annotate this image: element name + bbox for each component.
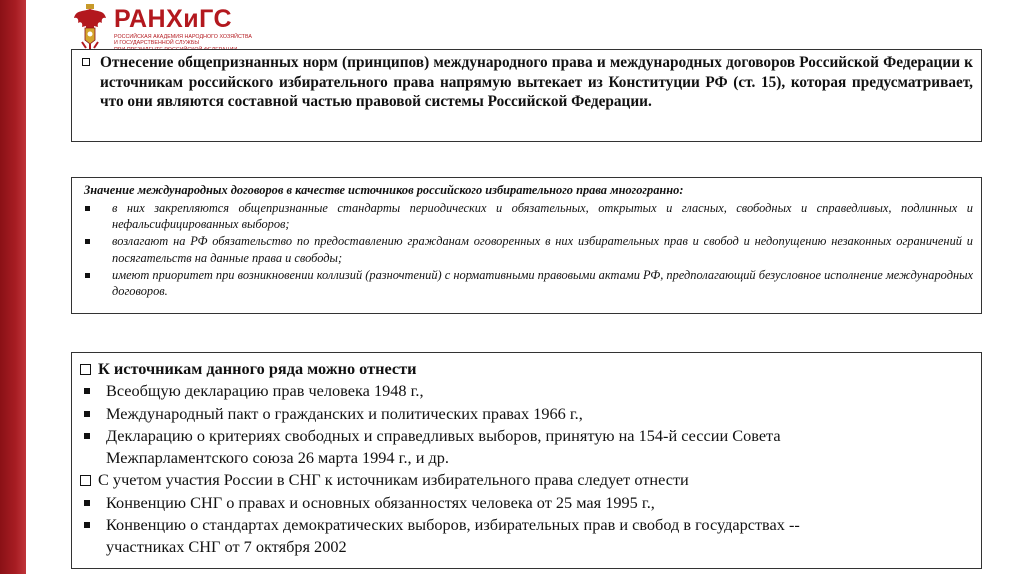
- sources-list-box: [71, 352, 982, 569]
- list-item-text: имеют приоритет при возникновении коллизий (разночтений) с нормативными правовыми актами РФ, предполагающий безусловное исполнение международных договоров.: [112, 267, 973, 299]
- square-bullet-icon: [85, 239, 90, 244]
- cis-sources-heading-text: С учетом участия России в СНГ к источникам избирательного права следует отнести: [98, 470, 689, 490]
- list-item: [78, 403, 973, 425]
- square-bullet-icon: [84, 388, 90, 394]
- treaties-significance-box: [71, 177, 982, 314]
- list-item-text: Декларацию о критериях свободных и справедливых выборов, принятую на 154-й сессии Совета: [106, 425, 781, 445]
- list-item: [84, 233, 973, 267]
- sources-heading: [78, 358, 973, 380]
- list-item-text: возлагают на РФ обязательство по предоставлению гражданам оговоренных в них избирательных прав и свобод и недопущению незаконных ограничений и посягательств на данные права и свободы;: [112, 234, 973, 265]
- list-item-text: Конвенцию о стандартах демократических выборов, избирательных прав и свобод в государствах --: [106, 515, 800, 535]
- square-bullet-icon: [84, 500, 90, 506]
- list-item-text: Международный пакт о гражданских и политических правах 1966 г.,: [106, 403, 583, 423]
- list-item: [84, 200, 973, 234]
- square-bullet-icon: [84, 522, 90, 528]
- list-item-continuation: участниках СНГ от 7 октября 2002: [106, 537, 347, 557]
- square-bullet-icon: [85, 206, 90, 211]
- constitution-note-text: Отнесение общепризнанных норм (принципов) международного права и международных договоров Российской Федерации к источникам российского избирательного права напрямую вытекает из Конституции РФ (ст. 15), которая предусматривает, что они являются составной частью правовой системы Российской Федерации.: [100, 54, 973, 111]
- double-headed-eagle-icon: [72, 4, 108, 50]
- side-accent-bar: [0, 0, 26, 574]
- list-item: [84, 267, 973, 301]
- square-bullet-icon: [84, 433, 90, 439]
- list-item-continuation: Межпарламентского союза 26 марта 1994 г., и др.: [106, 448, 449, 468]
- list-item: [78, 514, 973, 536]
- list-item: [78, 425, 973, 447]
- list-item-text: Всеобщую декларацию прав человека 1948 г.,: [106, 381, 424, 401]
- constitution-note: [80, 53, 973, 112]
- brand-name: РАНХиГС: [114, 5, 233, 33]
- cis-sources-heading: [78, 469, 973, 491]
- list-item-text: в них закрепляются общепризнанные стандарты периодических и обязательных, открытых и гласных, свободных и справедливых, подлинных и нефальсифицированных выборов;: [112, 200, 973, 232]
- constitution-note-box: [71, 49, 982, 142]
- ranepa-logo: [72, 4, 292, 52]
- brand-subtitle: РОССИЙСКАЯ АКАДЕМИЯ НАРОДНОГО ХОЗЯЙСТВА И ГОСУДАРСТВЕННОЙ СЛУЖБЫ: [114, 34, 252, 47]
- treaties-significance-list: [84, 200, 973, 301]
- list-item: [78, 380, 973, 402]
- list-item-text: Конвенцию СНГ о правах и основных обязанностях человека от 25 мая 1995 г.,: [106, 492, 655, 512]
- treaties-significance-title: Значение международных договоров в качестве источников российского избирательного права многогранно:: [84, 183, 684, 197]
- sources-heading-text: К источникам данного ряда можно отнести: [98, 359, 417, 378]
- list-item: [78, 492, 973, 514]
- checkbox-bullet-icon: [82, 58, 90, 66]
- square-bullet-icon: [85, 273, 90, 278]
- checkbox-bullet-icon: [80, 475, 91, 486]
- square-bullet-icon: [84, 411, 90, 417]
- checkbox-bullet-icon: [80, 364, 91, 375]
